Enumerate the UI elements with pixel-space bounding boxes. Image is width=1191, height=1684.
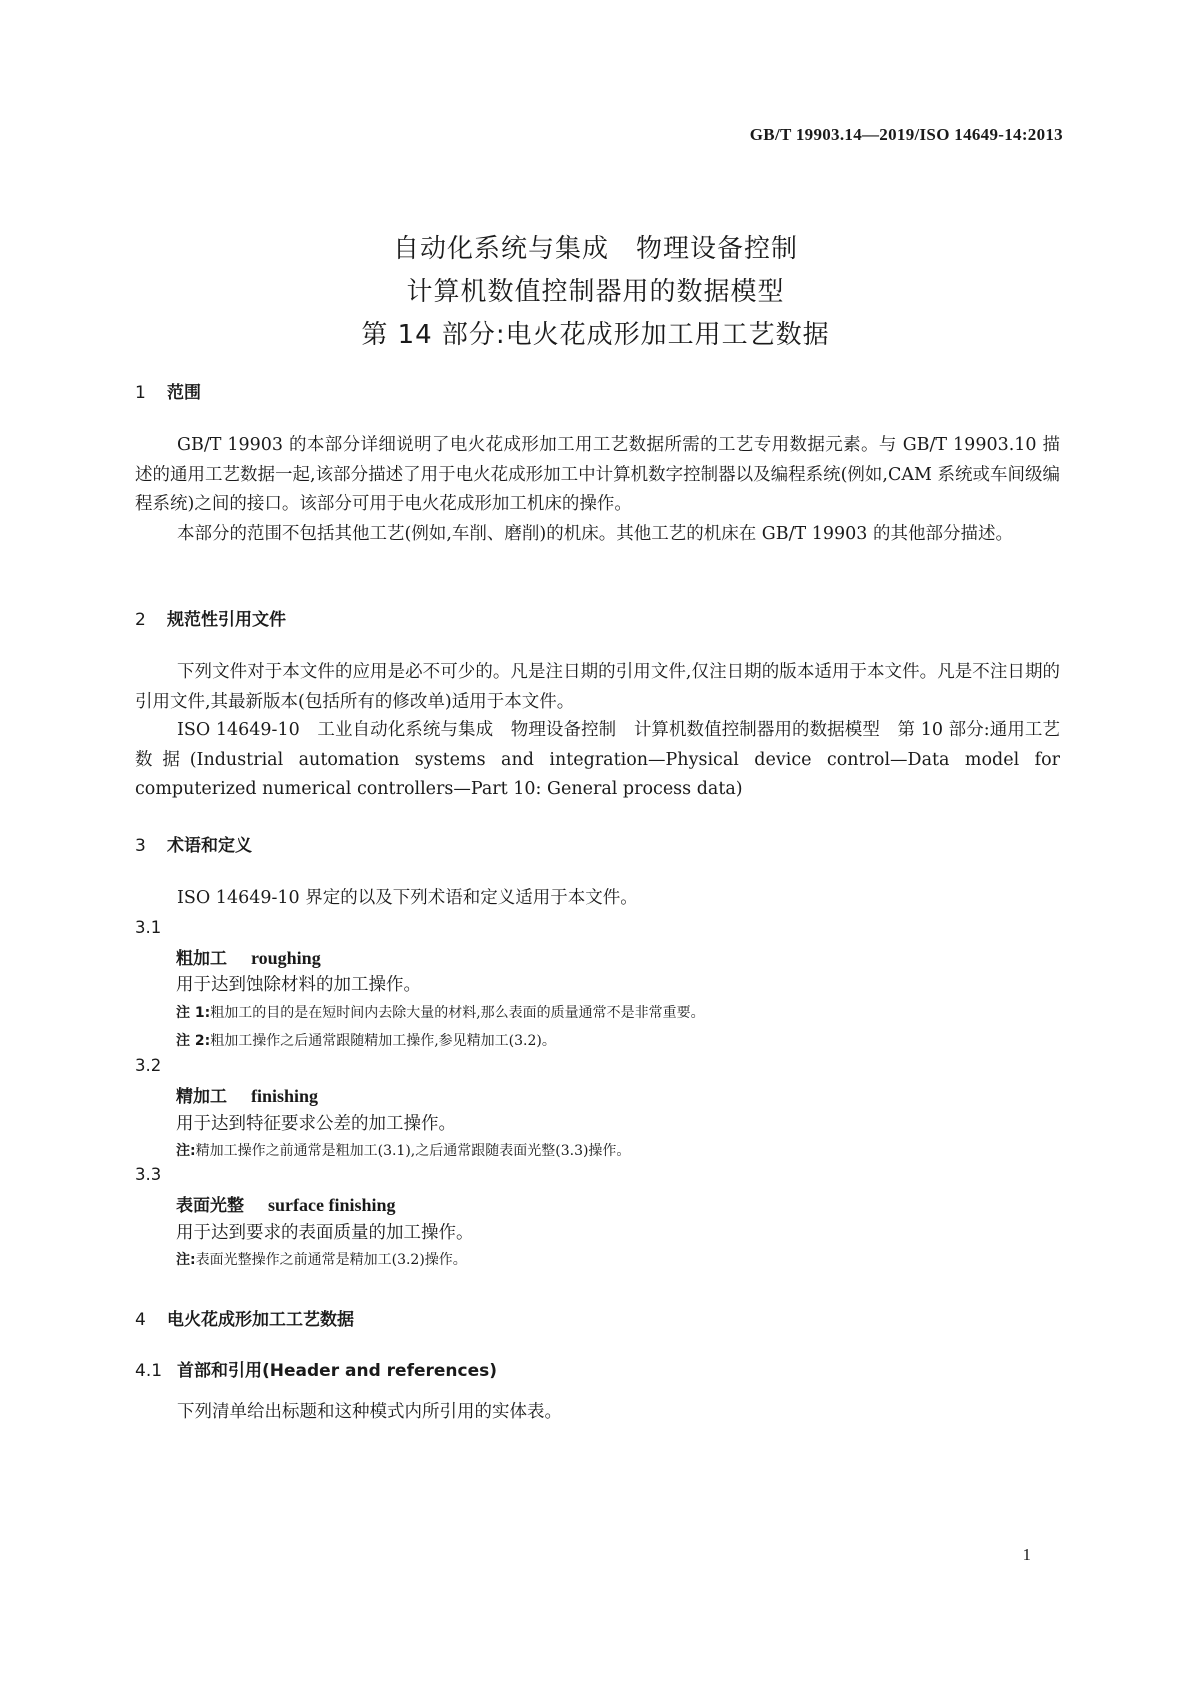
note-text: 表面光整操作之前通常是精加工(3.2)操作。 [195, 1252, 467, 1268]
term-heading [176, 1191, 396, 1216]
section-title: 电火花成形加工工艺数据 [167, 1310, 354, 1330]
section-title: 范围 [167, 383, 201, 403]
note-text: 精加工操作之前通常是粗加工(3.1),之后通常跟随表面光整(3.3)操作。 [195, 1143, 631, 1159]
term-english: finishing [251, 1086, 319, 1106]
section-1-paragraph-2: 本部分的范围不包括其他工艺(例如,车削、磨削)的机床。其他工艺的机床在 GB/T 19903 的其他部分描述。 [177, 524, 1013, 544]
term-chinese: 粗加工 [176, 949, 227, 969]
note-text: 粗加工的目的是在短时间内去除大量的材料,那么表面的质量通常不是非常重要。 [210, 1005, 705, 1021]
section-title: 术语和定义 [167, 836, 252, 856]
section-1-heading [135, 378, 201, 403]
section-4-1-heading [135, 1356, 497, 1381]
note-label: 注 1: [176, 1005, 211, 1021]
section-3-paragraph-1: ISO 14649-10 界定的以及下列术语和定义适用于本文件。 [177, 888, 638, 908]
term-definition: 用于达到蚀除材料的加工操作。 [176, 975, 421, 995]
term-english: roughing [251, 948, 321, 968]
document-title-line-2: 计算机数值控制器用的数据模型 [406, 277, 785, 307]
section-4-heading [135, 1305, 354, 1330]
note-label: 注: [176, 1252, 196, 1268]
section-1-paragraph-1: GB/T 19903 的本部分详细说明了电火花成形加工用工艺数据所需的工艺专用数据元素。与 GB/T 19903.10 描述的通用工艺数据一起,该部分描述了用于电火花成形加工中计算机数字控制器以及编程系统(例如,CAM 系统或车间级编程系统)之间的接口。该部分可用于电火花成形加工机床的操作。 [135, 435, 1060, 514]
section-number: 4.1 [135, 1361, 163, 1381]
page-number: 1 [1022, 1545, 1031, 1564]
section-number: 1 [135, 383, 146, 403]
document-title-line-1: 自动化系统与集成 物理设备控制 [392, 234, 798, 264]
section-number: 4 [135, 1310, 146, 1330]
term-note [176, 1030, 556, 1050]
term-note [176, 1249, 467, 1269]
term-chinese: 表面光整 [176, 1196, 244, 1216]
term-number: 3.2 [135, 1056, 162, 1075]
section-2-paragraph-2: ISO 14649-10 工业自动化系统与集成 物理设备控制 计算机数值控制器用的数据模型 第 10 部分:通用工艺数据(Industrial automation systems and integration—Physical device control—Data model for computerized numerical controllers—Part 10: General process data) [135, 720, 1060, 799]
term-heading [176, 944, 321, 969]
term-heading [176, 1082, 318, 1107]
note-label: 注 2: [176, 1033, 211, 1049]
section-title: 规范性引用文件 [167, 610, 286, 630]
standard-code: GB/T 19903.14—2019/ISO 14649-14:2013 [749, 125, 1063, 144]
note-label: 注: [176, 1143, 196, 1159]
section-number: 2 [135, 610, 146, 630]
term-definition: 用于达到要求的表面质量的加工操作。 [176, 1223, 474, 1243]
term-note [176, 1140, 630, 1160]
term-english: surface finishing [268, 1195, 396, 1215]
term-chinese: 精加工 [176, 1087, 227, 1107]
note-text: 粗加工操作之后通常跟随精加工操作,参见精加工(3.2)。 [210, 1033, 556, 1049]
term-number: 3.1 [135, 918, 162, 937]
section-title: 首部和引用(Header and references) [177, 1361, 498, 1381]
section-2-paragraph-1: 下列文件对于本文件的应用是必不可少的。凡是注日期的引用文件,仅注日期的版本适用于本文件。凡是不注日期的引用文件,其最新版本(包括所有的修改单)适用于本文件。 [135, 662, 1060, 712]
term-definition: 用于达到特征要求公差的加工操作。 [176, 1114, 456, 1134]
term-number: 3.3 [135, 1165, 162, 1184]
section-3-heading [135, 831, 252, 856]
document-title-line-3: 第 14 部分:电火花成形加工用工艺数据 [361, 320, 830, 350]
term-note [176, 1002, 705, 1022]
section-number: 3 [135, 836, 146, 856]
section-2-heading [135, 605, 286, 630]
section-4-1-paragraph-1: 下列清单给出标题和这种模式内所引用的实体表。 [177, 1402, 562, 1422]
